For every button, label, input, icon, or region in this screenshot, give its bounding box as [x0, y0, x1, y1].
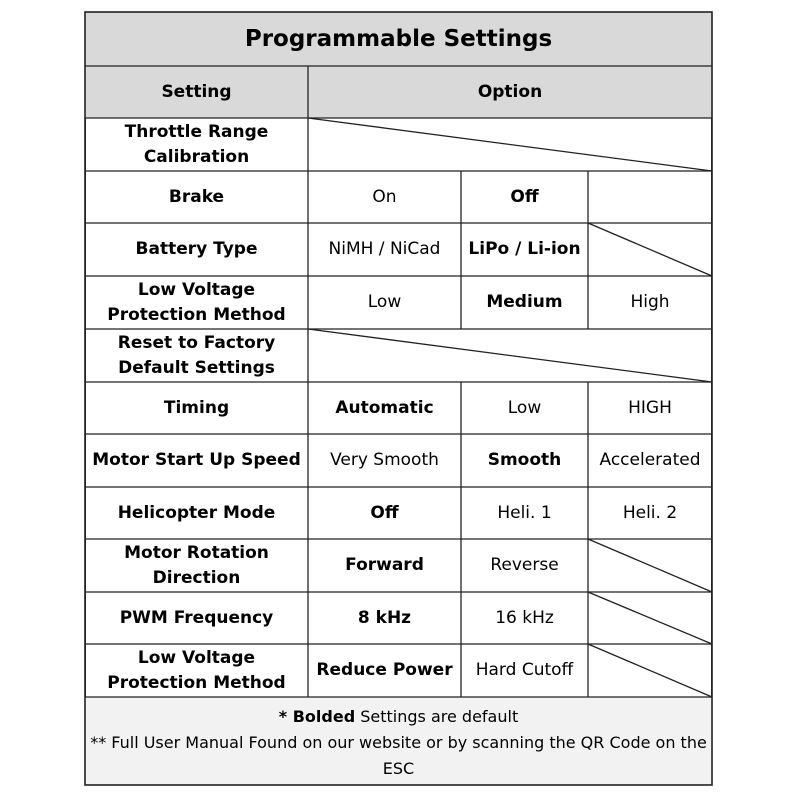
option-cell: Automatic [335, 397, 434, 418]
option-cell: Heli. 1 [497, 502, 552, 523]
footer-line-manual: ** Full User Manual Found on our website or by scanning the QR Code on the ESC [90, 733, 707, 778]
option-cell: NiMH / NiCad [328, 239, 441, 259]
column-header-option: Option [477, 81, 543, 102]
setting-label: Brake [168, 186, 225, 207]
option-cell: 8 kHz [357, 607, 412, 628]
option-cell: Forward [345, 555, 424, 575]
option-cell: Reduce Power [316, 660, 453, 680]
option-cell: Reverse [490, 555, 559, 575]
option-cell: Accelerated [599, 450, 701, 470]
option-cell: Smooth [487, 450, 562, 470]
footer-line-default [85, 704, 712, 730]
option-cell: HIGH [628, 397, 672, 418]
footer-default-text: Settings are default [355, 707, 519, 726]
setting-label: Reset to Factory Default Settings [117, 332, 276, 378]
setting-label: Throttle Range Calibration [124, 121, 269, 167]
option-cell: Off [370, 502, 399, 523]
setting-label: PWM Frequency [119, 607, 274, 628]
option-cell: Very Smooth [330, 450, 439, 470]
option-cell: 16 kHz [495, 607, 554, 628]
setting-label: Low Voltage Protection Method [107, 647, 286, 693]
option-cell: High [630, 292, 670, 312]
option-cell: On [372, 186, 397, 207]
footer-bold-label: * Bolded [278, 707, 356, 726]
option-cell: Low [367, 292, 402, 312]
setting-label: Helicopter Mode [117, 502, 276, 523]
footer-notes [85, 704, 712, 782]
setting-label: Low Voltage Protection Method [107, 279, 286, 325]
option-cell: Medium [486, 292, 563, 312]
setting-label: Motor Start Up Speed [92, 450, 301, 470]
setting-label: Motor Rotation Direction [124, 542, 269, 588]
option-cell: Heli. 2 [622, 502, 678, 523]
setting-label: Battery Type [135, 239, 258, 259]
setting-label: Timing [163, 397, 230, 418]
page-title: Programmable Settings [244, 25, 553, 52]
column-header-setting: Setting [161, 81, 232, 102]
option-cell: Off [510, 186, 539, 207]
option-cell: Low [507, 397, 542, 418]
option-cell: LiPo / Li-ion [468, 239, 581, 259]
option-cell: Hard Cutoff [475, 660, 574, 680]
